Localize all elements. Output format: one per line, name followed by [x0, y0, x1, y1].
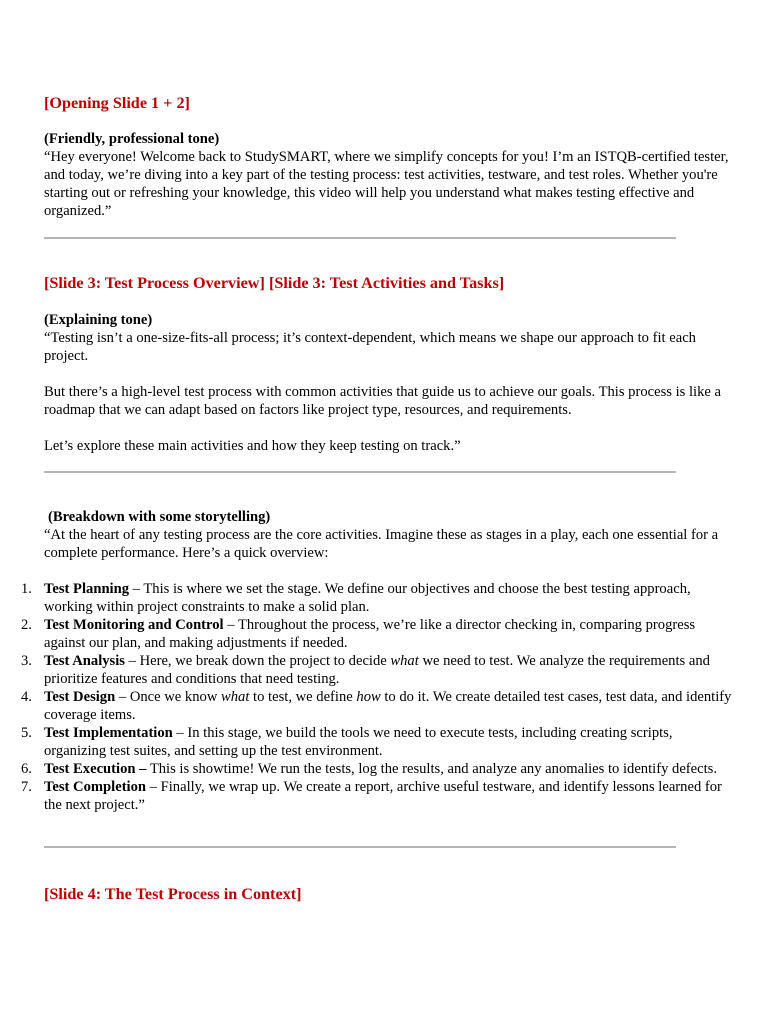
- list-item-emphasis: what: [390, 653, 419, 669]
- list-item-number: 3.: [21, 653, 32, 669]
- opening-slide-heading: [Opening Slide 1 + 2]: [44, 94, 190, 112]
- explaining-tone-label: (Explaining tone): [44, 312, 153, 328]
- list-item-emphasis: what: [221, 689, 250, 705]
- list-item: [21, 778, 734, 814]
- list-item-text: – Once we know: [115, 689, 222, 705]
- breakdown-tone-label: (Breakdown with some storytelling): [48, 509, 271, 525]
- list-item-number: 7.: [21, 779, 32, 795]
- list-item-term: Test Implementation: [44, 725, 173, 741]
- list-item-number: 1.: [21, 581, 32, 597]
- list-item-text: This is showtime! We run the tests, log the results, and analyze any anomalies to identify defects.: [146, 761, 717, 777]
- opening-section-body: [44, 130, 734, 220]
- list-item-term: Test Design: [44, 689, 116, 705]
- list-item-term: Test Monitoring and Control: [44, 617, 224, 633]
- list-item-term: Test Execution –: [44, 761, 147, 777]
- slide-3-paragraph-3: Let’s explore these main activities and how they keep testing on track.”: [44, 438, 461, 454]
- list-item: [21, 580, 734, 616]
- breakdown-tone-block: [48, 508, 738, 526]
- section-divider-3: [44, 846, 676, 848]
- section-divider-1: [44, 237, 676, 239]
- list-item: [21, 724, 734, 760]
- list-item-text: to do it. We create detailed test cases, test data, and identify coverage items.: [44, 689, 732, 723]
- list-item-number: 2.: [21, 617, 32, 633]
- test-activities-list: [21, 580, 734, 814]
- list-item-term: Test Planning: [44, 581, 130, 597]
- slide-3-paragraph-1: “Testing isn’t a one-size-fits-all process; it’s context-dependent, which means we shape our approach to fit each project.: [44, 330, 696, 364]
- list-item-text: – Finally, we wrap up. We create a report, archive useful testware, and identify lessons learned for the next project.”: [44, 779, 722, 813]
- list-item: [21, 688, 734, 724]
- slide-3-paragraph-2: But there’s a high-level test process with common activities that guide us to achieve our goals. This process is like a roadmap that we can adapt based on factors like project type, resources, and requirements.: [44, 384, 721, 418]
- list-item-term: Test Analysis: [44, 653, 125, 669]
- slide-4-heading: [Slide 4: The Test Process in Context]: [44, 885, 302, 903]
- list-item-text: we need to test. We analyze the requirements and prioritize features and conditions that need testing.: [44, 653, 710, 687]
- list-item-number: 6.: [21, 761, 32, 777]
- breakdown-intro-block: [44, 526, 734, 562]
- list-item-emphasis: how: [356, 689, 381, 705]
- list-item-number: 5.: [21, 725, 32, 741]
- breakdown-intro-paragraph: “At the heart of any testing process are the core activities. Imagine these as stages in a play, each one essential for a complete performance. Here’s a quick overview:: [44, 527, 719, 561]
- list-item-text: – Throughout the process, we’re like a director checking in, comparing progress against our plan, and making adjustments if needed.: [44, 617, 696, 651]
- slide-3-section-body: [44, 311, 734, 455]
- list-item-text: – This is where we set the stage. We define our objectives and choose the best testing approach, working within project constraints to make a solid plan.: [44, 581, 691, 615]
- list-item-term: Test Completion: [44, 779, 147, 795]
- list-item-text: to test, we define: [249, 689, 357, 705]
- list-item: [21, 652, 734, 688]
- opening-tone-label: (Friendly, professional tone): [44, 131, 220, 147]
- list-item-number: 4.: [21, 689, 32, 705]
- opening-paragraph: “Hey everyone! Welcome back to StudySMART, where we simplify concepts for you! I’m an ISTQB-certified tester, and today, we’re diving into a key part of the testing process: test activities, testware, and test roles. Whether you're starting out or refreshing your knowledge, this video will help you understand what makes testing effective and organized.”: [44, 149, 729, 219]
- slide-3-heading: [Slide 3: Test Process Overview] [Slide 3: Test Activities and Tasks]: [44, 274, 505, 292]
- list-item: [21, 616, 734, 652]
- list-item-text: – Here, we break down the project to decide: [124, 653, 391, 669]
- section-divider-2: [44, 471, 676, 473]
- list-item-text: – In this stage, we build the tools we need to execute tests, including creating scripts, organizing test suites, and setting up the test environment.: [44, 725, 673, 759]
- list-item: [21, 760, 734, 778]
